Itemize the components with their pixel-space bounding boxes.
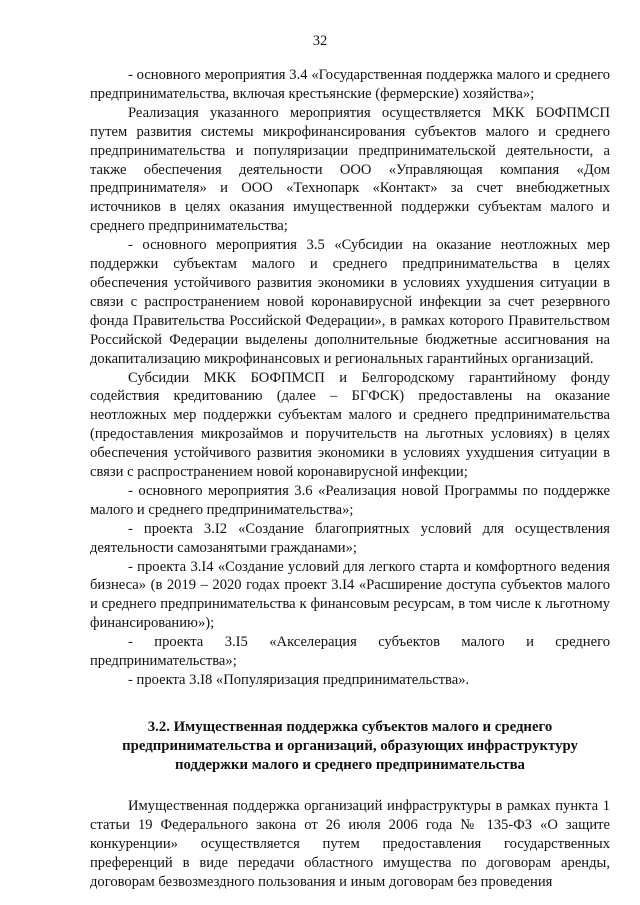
paragraph-implementation: Реализация указанного мероприятия осуществляется МКК БОФПМСП путем развития системы микрофинансирования субъектов малого и среднего предпринимательства и популяризации предпринимательской деятельности, а также обеспечения деятельности ООО «Управляющая компания «Дом предпринимателя» и ООО «Технопарк «Контакт» за счет внебюджетных источников в целях оказания имущественной поддержки субъектам малого и среднего предпринимательства; bbox=[90, 104, 610, 235]
section-heading-line: 3.2. Имущественная поддержка субъектов малого и среднего bbox=[147, 718, 553, 735]
paragraph-project-3-15: - проекта 3.I5 «Акселерация субъектов малого и среднего предпринимательства»; bbox=[90, 634, 610, 670]
paragraph-subsidies: Субсидии МКК БОФПМСП и Белгородскому гарантийному фонду содействия кредитованию (далее – БГФСК) предоставлены на оказание неотложных мер поддержки субъектам малого и среднего предпринимательства (предоставления микрозаймов и поручительств на льготных условиях) в целях обеспечения устойчивого развития экономики в условиях ухудшения ситуации в связи с распространением новой коронавирусной инфекции; bbox=[90, 369, 610, 481]
paragraph-measure-3-5: - основного мероприятия 3.5 «Субсидии на оказание неотложных мер поддержки субъектам малого и среднего предпринимательства в целях обеспечения устойчивого развития экономики в условиях ухудшения ситуации в связи с распространением новой коронавирусной инфекции за счет резервного фонда Правительства Российской Федерации», в рамках которого Правительством Российской Федерации выделены дополнительные бюджетные ассигнования на докапитализацию микрофинансовых и региональных гарантийных организаций. bbox=[90, 237, 610, 367]
section-body bbox=[90, 797, 610, 892]
page-number: 32 bbox=[312, 33, 328, 49]
section-heading-line: поддержки малого и среднего предпринимательства bbox=[175, 756, 525, 773]
section-heading bbox=[90, 718, 610, 775]
body-text bbox=[90, 66, 610, 690]
paragraph-measure-3-6: - основного мероприятия 3.6 «Реализация новой Программы по поддержке малого и среднего предпринимательства»; bbox=[90, 482, 610, 518]
paragraph-project-3-14: - проекта 3.I4 «Создание условий для легкого старта и комфортного ведения бизнеса» (в 2019 – 2020 годах проект 3.I4 «Расширение доступа субъектов малого и среднего предпринимательства к финансовым ресурсам, в том числе к льготному финансированию»); bbox=[90, 558, 610, 632]
section-heading-line: предпринимательства и организаций, образующих инфраструктуру bbox=[122, 737, 578, 754]
paragraph-property-support: Имущественная поддержка организаций инфраструктуры в рамках пункта 1 статьи 19 Федерального закона от 26 июля 2006 года № 135-ФЗ «О защите конкуренции» осуществляется путем предоставления государственных преференций в виде передачи областного имущества по договорам аренды, договорам безвозмездного пользования и иным договорам без проведения bbox=[90, 797, 610, 890]
paragraph-project-3-18: - проекта 3.I8 «Популяризация предпринимательства». bbox=[128, 672, 470, 688]
paragraph-project-3-12: - проекта 3.I2 «Создание благоприятных условий для осуществления деятельности самозанятыми гражданами»; bbox=[90, 520, 610, 556]
paragraph-measure-3-4: - основного мероприятия 3.4 «Государственная поддержка малого и среднего предпринимательства, включая крестьянские (фермерские) хозяйства»; bbox=[90, 67, 610, 102]
